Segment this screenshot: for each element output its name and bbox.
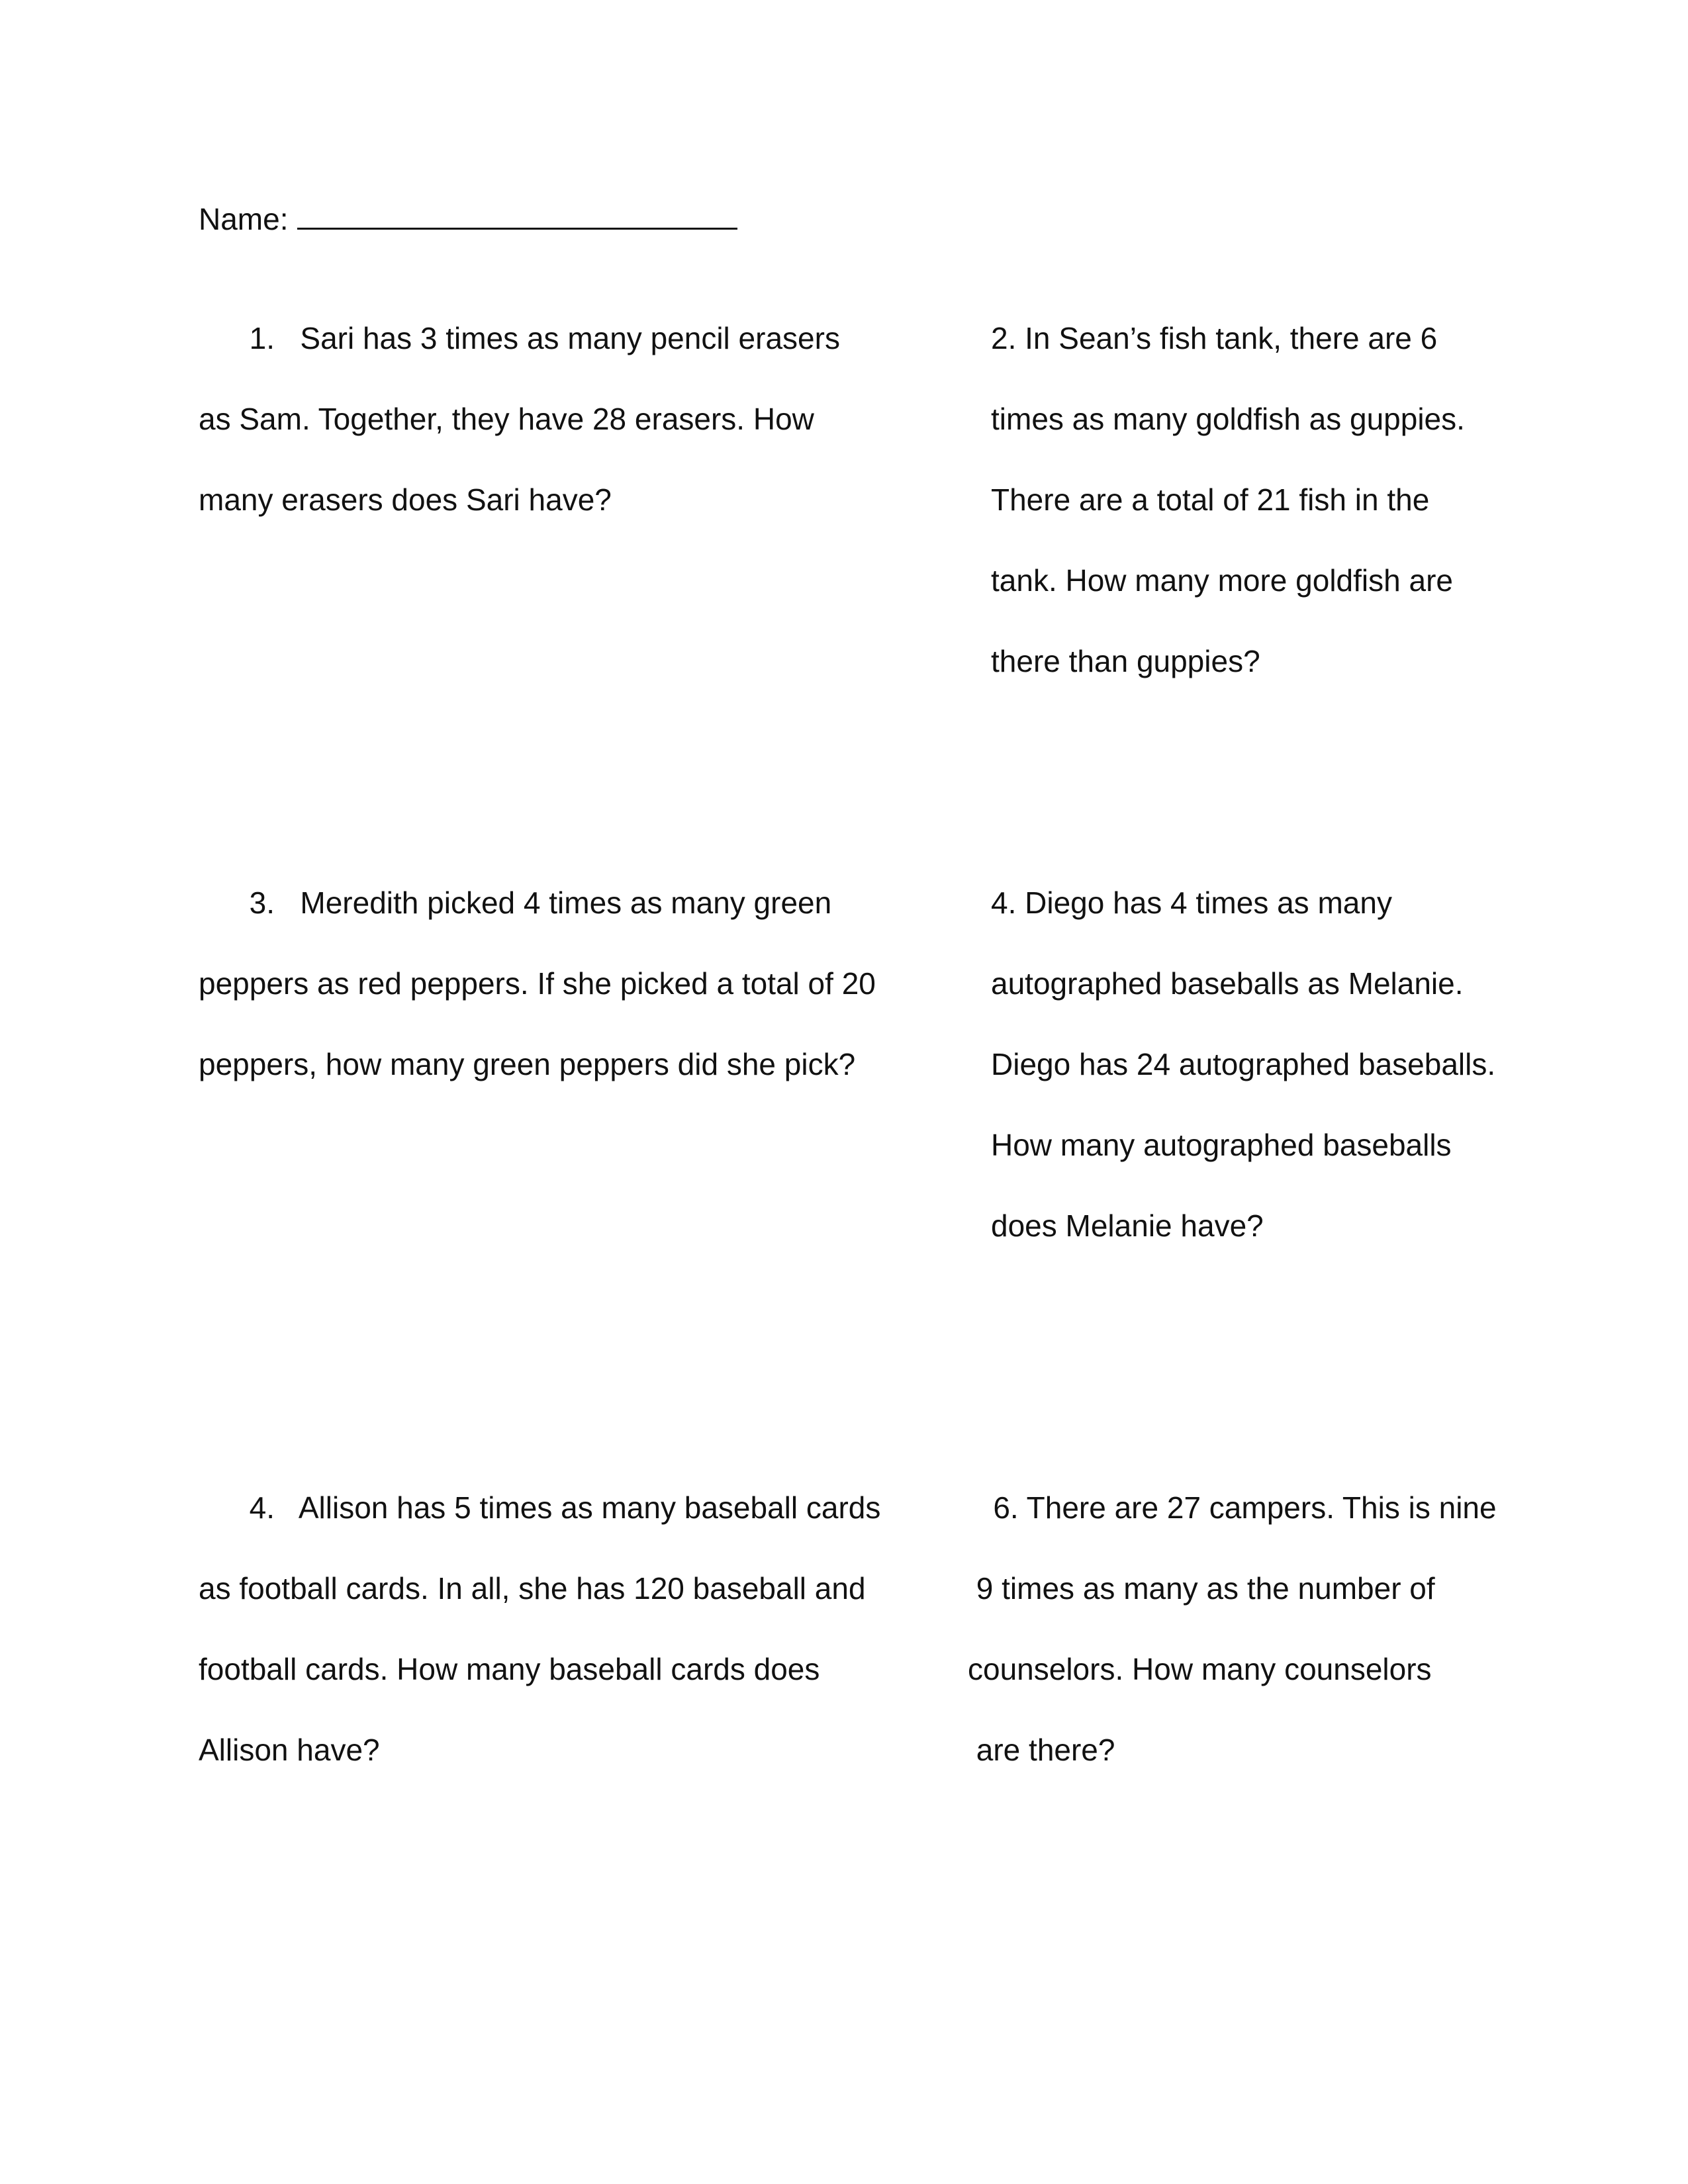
problem-line: 6. There are 27 campers. This is nine — [968, 1490, 1497, 1525]
problem-line: How many autographed baseballs — [991, 1128, 1452, 1162]
problem-3 — [199, 842, 880, 1125]
problem-line: times as many goldfish as guppies. — [991, 402, 1465, 436]
problem-line: 9 times as many as the number of — [968, 1571, 1435, 1606]
problem-line: 4. Diego has 4 times as many — [991, 886, 1392, 920]
problem-line: 4. Allison has 5 times as many baseball cards — [199, 1490, 881, 1525]
problem-line: as Sam. Together, they have 28 erasers. How — [199, 402, 814, 436]
problem-line: There are a total of 21 fish in the — [991, 482, 1430, 517]
problem-line: 1. Sari has 3 times as many pencil erasers — [199, 321, 840, 355]
name-blank-line[interactable] — [297, 199, 737, 230]
problem-line: 3. Meredith picked 4 times as many green — [199, 886, 832, 920]
name-field — [199, 199, 737, 240]
problem-line: are there? — [968, 1733, 1115, 1767]
problem-5 — [199, 1447, 880, 1811]
problem-line: many erasers does Sari have? — [199, 482, 612, 517]
problem-1 — [199, 278, 861, 561]
problem-line: peppers, how many green peppers did she pick? — [199, 1047, 856, 1081]
name-label: Name: — [199, 202, 289, 236]
problem-6 — [968, 1447, 1497, 1811]
problem-line: 2. In Sean’s fish tank, there are 6 — [991, 321, 1438, 355]
problem-line: Diego has 24 autographed baseballs. — [991, 1047, 1496, 1081]
problem-line: autographed baseballs as Melanie. — [991, 966, 1464, 1001]
problem-4 — [991, 842, 1507, 1287]
problem-line: tank. How many more goldfish are — [991, 563, 1453, 598]
problem-line: does Melanie have? — [991, 1208, 1264, 1243]
problem-2 — [991, 278, 1507, 722]
problem-line: there than guppies? — [991, 644, 1260, 678]
problem-line: football cards. How many baseball cards does — [199, 1652, 820, 1686]
problem-line: peppers as red peppers. If she picked a total of 20 — [199, 966, 876, 1001]
problem-line: as football cards. In all, she has 120 baseball and — [199, 1571, 866, 1606]
problem-line: Allison have? — [199, 1733, 380, 1767]
problem-line: counselors. How many counselors — [968, 1652, 1432, 1686]
